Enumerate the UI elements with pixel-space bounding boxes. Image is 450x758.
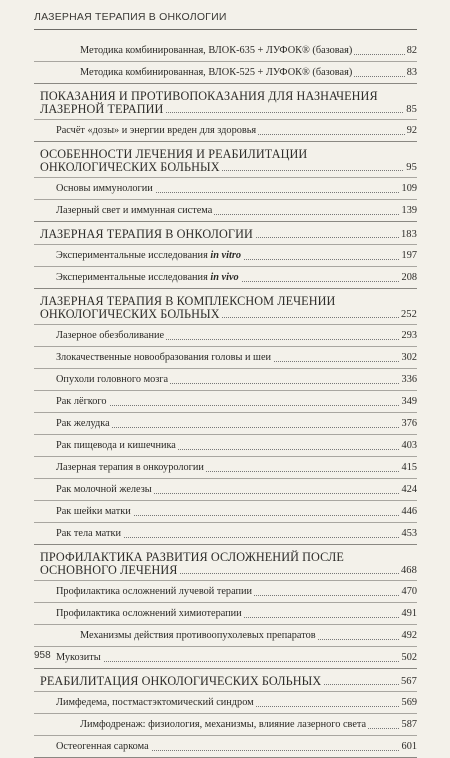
toc-entry[interactable] <box>34 266 417 288</box>
entry-title <box>56 396 109 407</box>
entry-page-number: 470 <box>400 581 417 602</box>
entry-page-number: 293 <box>400 325 417 346</box>
toc-entry[interactable] <box>34 500 417 522</box>
entry-text: Методика комбинированная, ВЛОК-635 + ЛУФОК® (базовая) <box>80 45 353 56</box>
entry-text: Лимфедема, постмастэктомический синдром <box>56 697 254 708</box>
entry-text: Методика комбинированная, ВЛОК-525 + ЛУФОК® (базовая) <box>80 67 353 78</box>
toc-entry[interactable] <box>34 199 417 221</box>
entry-title <box>56 528 123 539</box>
entry-page-number: 349 <box>400 391 417 412</box>
toc-entry[interactable] <box>34 691 417 713</box>
entry-title <box>56 741 151 752</box>
section-title: ЛАЗЕРНАЯ ТЕРАПИЯ В ОНКОЛОГИИ <box>40 227 253 241</box>
entry-text: Рак молочной железы <box>56 484 152 495</box>
toc-entry[interactable] <box>34 713 417 735</box>
toc-entry[interactable] <box>34 324 417 346</box>
toc-entry[interactable] <box>34 368 417 390</box>
entry-page-number: 302 <box>400 347 417 368</box>
header-rule <box>34 29 417 30</box>
toc-entry[interactable] <box>34 61 417 83</box>
entry-page-number: 82 <box>405 40 417 61</box>
toc-entry[interactable] <box>34 646 417 668</box>
section-heading[interactable] <box>34 669 417 691</box>
toc-entry[interactable] <box>34 412 417 434</box>
entry-title <box>80 719 368 730</box>
entry-page-number: 376 <box>400 413 417 434</box>
entry-text: Механизмы действия противоопухолевых препаратов <box>80 630 316 641</box>
entry-title <box>80 630 318 641</box>
entry-text: Лимфодренаж: физиология, механизмы, влияние лазерного света <box>80 719 367 730</box>
entry-title <box>56 506 133 517</box>
table-of-contents <box>34 40 417 758</box>
entry-latin-term: in vivo <box>210 272 239 283</box>
entry-title <box>56 205 214 216</box>
entry-title <box>56 484 154 495</box>
entry-title <box>56 374 170 385</box>
entry-text: Экспериментальные исследования <box>56 250 211 261</box>
entry-page-number: 415 <box>400 457 417 478</box>
entry-page-number: 491 <box>400 603 417 624</box>
entry-title <box>80 67 354 78</box>
section-heading[interactable] <box>34 545 417 580</box>
section-heading[interactable] <box>34 84 417 119</box>
entry-text: Экспериментальные исследования <box>56 272 211 283</box>
entry-title <box>56 608 244 619</box>
entry-title <box>56 586 254 597</box>
section-title: ЛАЗЕРНАЯ ТЕРАПИЯ В КОМПЛЕКСНОМ ЛЕЧЕНИИ ОНКОЛОГИЧЕСКИХ БОЛЬНЫХ <box>40 294 336 321</box>
entry-page-number: 601 <box>400 736 417 757</box>
entry-page-number: 139 <box>400 200 417 221</box>
section-page-number: 85 <box>406 104 417 115</box>
entry-text: Рак пищевода и кишечника <box>56 440 176 451</box>
toc-entry[interactable] <box>34 602 417 624</box>
section-heading[interactable] <box>34 289 417 324</box>
toc-entry[interactable] <box>34 624 417 646</box>
section-page-number: 567 <box>400 676 417 687</box>
entry-latin-term: in vitro <box>210 250 241 261</box>
entry-title <box>56 250 243 261</box>
entry-title <box>56 183 155 194</box>
section-title: ОСОБЕННОСТИ ЛЕЧЕНИЯ И РЕАБИЛИТАЦИИ ОНКОЛОГИЧЕСКИХ БОЛЬНЫХ <box>40 147 308 174</box>
toc-entry[interactable] <box>34 434 417 456</box>
entry-title <box>56 352 273 363</box>
entry-page-number: 587 <box>400 714 417 735</box>
entry-text: Остеогенная саркома <box>56 741 149 752</box>
entry-text: Расчёт «дозы» и энергии вреден для здоровья <box>56 125 257 136</box>
running-head: ЛАЗЕРНАЯ ТЕРАПИЯ В ОНКОЛОГИИ <box>34 11 227 23</box>
entry-page-number: 92 <box>405 120 417 141</box>
toc-entry[interactable] <box>34 390 417 412</box>
toc-entry[interactable] <box>34 735 417 757</box>
toc-entry[interactable] <box>34 40 417 61</box>
entry-text: Профилактика осложнений лучевой терапии <box>56 586 253 597</box>
entry-title <box>56 697 256 708</box>
section-page-number: 95 <box>406 162 417 173</box>
section-page-number: 183 <box>400 229 417 240</box>
entry-text: Рак желудка <box>56 418 110 429</box>
entry-title <box>56 330 166 341</box>
leader-dots <box>56 405 417 406</box>
page-number: 958 <box>34 650 51 661</box>
entry-title <box>56 418 112 429</box>
entry-text: Лазерное обезболивание <box>56 330 165 341</box>
entry-text: Рак лёгкого <box>56 396 107 407</box>
toc-section <box>34 669 417 758</box>
entry-page-number: 424 <box>400 479 417 500</box>
entry-page-number: 83 <box>405 62 417 83</box>
toc-section <box>34 289 417 545</box>
toc-entry[interactable] <box>34 478 417 500</box>
section-title: ПОКАЗАНИЯ И ПРОТИВОПОКАЗАНИЯ ДЛЯ НАЗНАЧЕНИЯ ЛАЗЕРНОЙ ТЕРАПИИ <box>40 89 378 116</box>
toc-entry[interactable] <box>34 522 417 544</box>
toc-entry[interactable] <box>34 456 417 478</box>
entry-page-number: 336 <box>400 369 417 390</box>
entry-text: Основы иммунологии <box>56 183 153 194</box>
entry-text: Злокачественные новообразования головы и шеи <box>56 352 272 363</box>
toc-section <box>34 142 417 222</box>
entry-page-number: 109 <box>400 178 417 199</box>
entry-text: Рак шейки матки <box>56 506 131 517</box>
toc-section <box>34 40 417 84</box>
toc-entry[interactable] <box>34 580 417 602</box>
entry-page-number: 569 <box>400 692 417 713</box>
leader-dots <box>56 661 417 662</box>
entry-text: Лазерный свет и иммунная система <box>56 205 213 216</box>
entry-title <box>56 125 258 136</box>
entry-page-number: 453 <box>400 523 417 544</box>
entry-page-number: 403 <box>400 435 417 456</box>
section-page-number: 468 <box>400 565 417 576</box>
entry-title <box>56 440 178 451</box>
entry-title <box>56 652 103 663</box>
entry-text: Рак тела матки <box>56 528 121 539</box>
toc-section <box>34 222 417 289</box>
entry-title <box>80 45 354 56</box>
entry-text: Мукозиты <box>56 652 101 663</box>
section-title: РЕАБИЛИТАЦИЯ ОНКОЛОГИЧЕСКИХ БОЛЬНЫХ <box>40 674 322 688</box>
entry-title <box>56 462 206 473</box>
section-heading[interactable] <box>34 142 417 177</box>
entry-page-number: 502 <box>400 647 417 668</box>
entry-text: Лазерная терапия в онкоурологии <box>56 462 204 473</box>
section-page-number: 252 <box>400 309 417 320</box>
entry-page-number: 492 <box>400 625 417 646</box>
entry-page-number: 446 <box>400 501 417 522</box>
entry-page-number: 208 <box>400 267 417 288</box>
toc-entry[interactable] <box>34 346 417 368</box>
section-heading[interactable] <box>34 222 417 244</box>
toc-entry[interactable] <box>34 244 417 266</box>
entry-title <box>56 272 241 283</box>
section-title: ПРОФИЛАКТИКА РАЗВИТИЯ ОСЛОЖНЕНИЙ ПОСЛЕ ОСНОВНОГО ЛЕЧЕНИЯ <box>40 550 344 577</box>
toc-entry[interactable] <box>34 119 417 141</box>
toc-section <box>34 545 417 669</box>
toc-entry[interactable] <box>34 177 417 199</box>
entry-text: Опухоли головного мозга <box>56 374 169 385</box>
toc-section <box>34 84 417 142</box>
entry-page-number: 197 <box>400 245 417 266</box>
entry-text: Профилактика осложнений химиотерапии <box>56 608 242 619</box>
